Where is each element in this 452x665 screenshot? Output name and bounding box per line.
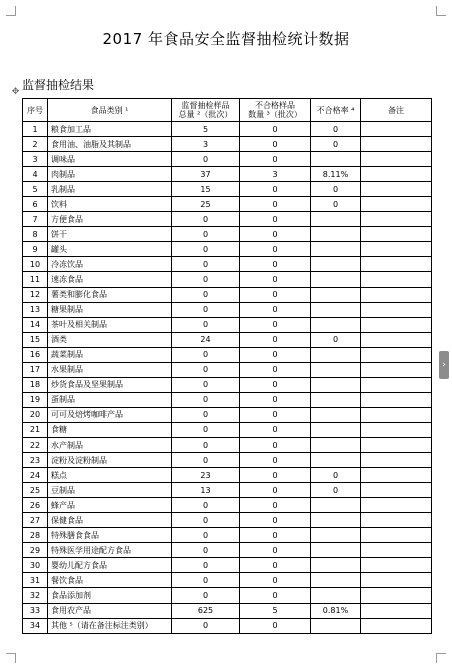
header-sampled-line1: 监督抽检样品 bbox=[181, 101, 230, 110]
cell-remarks bbox=[361, 137, 432, 152]
cell-unqualified: 0 bbox=[240, 287, 311, 302]
cell-remarks bbox=[361, 437, 432, 452]
cell-unqualified: 0 bbox=[240, 302, 311, 317]
cell-sampled: 0 bbox=[172, 558, 240, 573]
table-row bbox=[23, 362, 432, 377]
cell-sampled: 0 bbox=[172, 377, 240, 392]
table-row bbox=[23, 317, 432, 332]
section-title: 监督抽检结果 bbox=[22, 78, 95, 92]
cell-seq: 26 bbox=[23, 498, 48, 513]
cell-sampled: 0 bbox=[172, 573, 240, 588]
table-row bbox=[23, 347, 432, 362]
header-remarks: 备注 bbox=[361, 99, 432, 122]
cell-seq: 5 bbox=[23, 182, 48, 197]
cell-sampled: 0 bbox=[172, 513, 240, 528]
cell-category: 食用油、油脂及其制品 bbox=[48, 137, 172, 152]
cell-unqualified: 0 bbox=[240, 543, 311, 558]
cell-remarks bbox=[361, 167, 432, 182]
cell-category: 食糖 bbox=[48, 422, 172, 437]
cell-rate bbox=[311, 543, 361, 558]
cell-unqualified: 0 bbox=[240, 362, 311, 377]
cell-unqualified: 0 bbox=[240, 437, 311, 452]
cell-category: 糖果制品 bbox=[48, 302, 172, 317]
cell-seq: 34 bbox=[23, 618, 48, 633]
cell-remarks bbox=[361, 422, 432, 437]
cell-remarks bbox=[361, 528, 432, 543]
cell-unqualified: 0 bbox=[240, 528, 311, 543]
cell-category: 蛋制品 bbox=[48, 392, 172, 407]
cell-seq: 13 bbox=[23, 302, 48, 317]
cell-unqualified: 5 bbox=[240, 603, 311, 618]
cell-category: 食用农产品 bbox=[48, 603, 172, 618]
cell-seq: 1 bbox=[23, 122, 48, 137]
cell-seq: 3 bbox=[23, 152, 48, 167]
cell-seq: 10 bbox=[23, 257, 48, 272]
table-row bbox=[23, 468, 432, 483]
cell-category: 方便食品 bbox=[48, 212, 172, 227]
table-row bbox=[23, 618, 432, 633]
cell-unqualified: 0 bbox=[240, 332, 311, 347]
cell-sampled: 24 bbox=[172, 332, 240, 347]
cell-rate: 8.11% bbox=[311, 167, 361, 182]
cell-unqualified: 0 bbox=[240, 558, 311, 573]
cell-sampled: 37 bbox=[172, 167, 240, 182]
table-row bbox=[23, 377, 432, 392]
cell-seq: 22 bbox=[23, 437, 48, 452]
cell-category: 特殊医学用途配方食品 bbox=[48, 543, 172, 558]
cell-category: 可可及焙烤咖啡产品 bbox=[48, 407, 172, 422]
table-row bbox=[23, 603, 432, 618]
table-row bbox=[23, 422, 432, 437]
cell-seq: 19 bbox=[23, 392, 48, 407]
cell-category: 水产制品 bbox=[48, 437, 172, 452]
cell-rate bbox=[311, 513, 361, 528]
cell-rate bbox=[311, 347, 361, 362]
cell-sampled: 13 bbox=[172, 483, 240, 498]
table-row bbox=[23, 588, 432, 603]
page-corner-mark-top-right bbox=[436, 6, 446, 16]
cell-seq: 18 bbox=[23, 377, 48, 392]
cell-remarks bbox=[361, 197, 432, 212]
cell-category: 豆制品 bbox=[48, 483, 172, 498]
header-rate: 不合格率 ⁴ bbox=[311, 99, 361, 122]
cell-remarks bbox=[361, 377, 432, 392]
cell-seq: 14 bbox=[23, 317, 48, 332]
cell-category: 速冻食品 bbox=[48, 272, 172, 287]
cell-sampled: 0 bbox=[172, 453, 240, 468]
cell-unqualified: 0 bbox=[240, 453, 311, 468]
cell-remarks bbox=[361, 302, 432, 317]
cell-rate bbox=[311, 242, 361, 257]
cell-unqualified: 0 bbox=[240, 407, 311, 422]
table-row bbox=[23, 543, 432, 558]
cell-rate: 0 bbox=[311, 332, 361, 347]
cell-remarks bbox=[361, 392, 432, 407]
cell-sampled: 0 bbox=[172, 272, 240, 287]
cell-sampled: 25 bbox=[172, 197, 240, 212]
table-row bbox=[23, 513, 432, 528]
cell-rate bbox=[311, 392, 361, 407]
cell-category: 食品添加剂 bbox=[48, 588, 172, 603]
cell-rate: 0 bbox=[311, 483, 361, 498]
table-row bbox=[23, 498, 432, 513]
cell-remarks bbox=[361, 362, 432, 377]
cell-sampled: 0 bbox=[172, 317, 240, 332]
cell-sampled: 0 bbox=[172, 618, 240, 633]
cell-sampled: 0 bbox=[172, 362, 240, 377]
cell-category: 糕点 bbox=[48, 468, 172, 483]
cell-unqualified: 0 bbox=[240, 272, 311, 287]
cell-category: 保健食品 bbox=[48, 513, 172, 528]
cell-unqualified: 0 bbox=[240, 468, 311, 483]
cell-category: 调味品 bbox=[48, 152, 172, 167]
table-row bbox=[23, 272, 432, 287]
cell-seq: 4 bbox=[23, 167, 48, 182]
cell-sampled: 0 bbox=[172, 437, 240, 452]
cell-unqualified: 0 bbox=[240, 317, 311, 332]
cell-remarks bbox=[361, 317, 432, 332]
table-row bbox=[23, 392, 432, 407]
cell-sampled: 3 bbox=[172, 137, 240, 152]
cell-remarks bbox=[361, 453, 432, 468]
cell-rate: 0 bbox=[311, 182, 361, 197]
document-title: 2017 年食品安全监督抽检统计数据 bbox=[102, 30, 350, 48]
cell-sampled: 625 bbox=[172, 603, 240, 618]
cell-remarks bbox=[361, 468, 432, 483]
cell-seq: 21 bbox=[23, 422, 48, 437]
cell-unqualified: 0 bbox=[240, 483, 311, 498]
cell-sampled: 15 bbox=[172, 182, 240, 197]
header-unqualified-line2: 数量 ³（批次） bbox=[248, 110, 302, 119]
cell-unqualified: 0 bbox=[240, 347, 311, 362]
cell-rate bbox=[311, 437, 361, 452]
cell-category: 酒类 bbox=[48, 332, 172, 347]
cell-remarks bbox=[361, 257, 432, 272]
cell-seq: 30 bbox=[23, 558, 48, 573]
cell-unqualified: 0 bbox=[240, 513, 311, 528]
cell-sampled: 0 bbox=[172, 543, 240, 558]
cell-seq: 6 bbox=[23, 197, 48, 212]
cell-category: 罐头 bbox=[48, 242, 172, 257]
cell-category: 淀粉及淀粉制品 bbox=[48, 453, 172, 468]
cell-unqualified: 0 bbox=[240, 257, 311, 272]
header-sampled-line2: 总量 ²（批次） bbox=[178, 110, 233, 119]
cell-seq: 17 bbox=[23, 362, 48, 377]
table-body bbox=[23, 122, 432, 634]
cell-sampled: 0 bbox=[172, 422, 240, 437]
cell-sampled: 0 bbox=[172, 347, 240, 362]
table-row bbox=[23, 407, 432, 422]
cell-sampled: 0 bbox=[172, 528, 240, 543]
table-header-row bbox=[23, 99, 432, 122]
cell-sampled: 0 bbox=[172, 212, 240, 227]
cell-category: 其他 ⁵（请在备注标注类别） bbox=[48, 618, 172, 633]
cell-unqualified: 0 bbox=[240, 137, 311, 152]
cell-unqualified: 0 bbox=[240, 618, 311, 633]
cell-rate: 0 bbox=[311, 468, 361, 483]
cell-seq: 2 bbox=[23, 137, 48, 152]
cell-unqualified: 0 bbox=[240, 392, 311, 407]
cell-unqualified: 0 bbox=[240, 182, 311, 197]
cell-rate bbox=[311, 573, 361, 588]
cell-seq: 8 bbox=[23, 227, 48, 242]
cell-sampled: 0 bbox=[172, 287, 240, 302]
table-row bbox=[23, 483, 432, 498]
cell-sampled: 0 bbox=[172, 392, 240, 407]
cell-rate bbox=[311, 453, 361, 468]
cell-seq: 31 bbox=[23, 573, 48, 588]
cell-unqualified: 0 bbox=[240, 377, 311, 392]
cell-sampled: 23 bbox=[172, 468, 240, 483]
cell-seq: 24 bbox=[23, 468, 48, 483]
cell-remarks bbox=[361, 227, 432, 242]
cell-remarks bbox=[361, 573, 432, 588]
cell-sampled: 0 bbox=[172, 407, 240, 422]
table-row bbox=[23, 152, 432, 167]
header-category: 食品类别 ¹ bbox=[48, 99, 172, 122]
cell-seq: 29 bbox=[23, 543, 48, 558]
cell-sampled: 0 bbox=[172, 498, 240, 513]
cell-sampled: 0 bbox=[172, 302, 240, 317]
cell-remarks bbox=[361, 558, 432, 573]
cell-remarks bbox=[361, 498, 432, 513]
cell-rate bbox=[311, 287, 361, 302]
cell-rate bbox=[311, 528, 361, 543]
page-corner-mark-bottom-left bbox=[6, 653, 16, 663]
table-row bbox=[23, 558, 432, 573]
header-unqualified bbox=[240, 99, 311, 122]
cell-rate bbox=[311, 422, 361, 437]
cell-category: 水果制品 bbox=[48, 362, 172, 377]
table-row bbox=[23, 257, 432, 272]
cell-rate: 0 bbox=[311, 137, 361, 152]
cell-category: 薯类和膨化食品 bbox=[48, 287, 172, 302]
table-row bbox=[23, 287, 432, 302]
cell-sampled: 0 bbox=[172, 227, 240, 242]
cell-rate bbox=[311, 407, 361, 422]
table-row bbox=[23, 122, 432, 137]
cell-seq: 16 bbox=[23, 347, 48, 362]
cell-unqualified: 3 bbox=[240, 167, 311, 182]
cell-remarks bbox=[361, 483, 432, 498]
cell-category: 蜂产品 bbox=[48, 498, 172, 513]
expand-tab-icon[interactable]: › bbox=[439, 351, 449, 379]
cell-sampled: 0 bbox=[172, 242, 240, 257]
cell-seq: 12 bbox=[23, 287, 48, 302]
cell-rate bbox=[311, 257, 361, 272]
cell-seq: 9 bbox=[23, 242, 48, 257]
cell-unqualified: 0 bbox=[240, 227, 311, 242]
cell-remarks bbox=[361, 543, 432, 558]
header-sampled bbox=[172, 99, 240, 122]
cell-seq: 25 bbox=[23, 483, 48, 498]
cell-unqualified: 0 bbox=[240, 498, 311, 513]
cell-unqualified: 0 bbox=[240, 573, 311, 588]
cell-seq: 11 bbox=[23, 272, 48, 287]
cell-remarks bbox=[361, 618, 432, 633]
cell-category: 冷冻饮品 bbox=[48, 257, 172, 272]
cell-rate bbox=[311, 317, 361, 332]
table-row bbox=[23, 212, 432, 227]
cell-rate bbox=[311, 362, 361, 377]
cell-unqualified: 0 bbox=[240, 197, 311, 212]
cell-seq: 20 bbox=[23, 407, 48, 422]
table-row bbox=[23, 242, 432, 257]
cell-category: 炒货食品及坚果制品 bbox=[48, 377, 172, 392]
cell-seq: 15 bbox=[23, 332, 48, 347]
cell-rate bbox=[311, 588, 361, 603]
cell-remarks bbox=[361, 332, 432, 347]
page-corner-mark-bottom-right bbox=[436, 653, 446, 663]
cell-seq: 28 bbox=[23, 528, 48, 543]
inspection-results-table bbox=[22, 98, 432, 634]
cell-rate bbox=[311, 618, 361, 633]
table-row bbox=[23, 332, 432, 347]
table-row bbox=[23, 227, 432, 242]
cell-category: 饼干 bbox=[48, 227, 172, 242]
cell-category: 蔬菜制品 bbox=[48, 347, 172, 362]
page-corner-mark-top-left bbox=[6, 6, 16, 16]
cell-seq: 27 bbox=[23, 513, 48, 528]
cell-unqualified: 0 bbox=[240, 122, 311, 137]
cell-rate bbox=[311, 498, 361, 513]
cell-category: 粮食加工品 bbox=[48, 122, 172, 137]
table-row bbox=[23, 197, 432, 212]
cell-rate bbox=[311, 272, 361, 287]
header-seq: 序号 bbox=[23, 99, 48, 122]
table-row bbox=[23, 573, 432, 588]
header-unqualified-line1: 不合格样品 bbox=[255, 101, 295, 110]
cell-rate bbox=[311, 212, 361, 227]
cell-rate bbox=[311, 558, 361, 573]
cell-remarks bbox=[361, 182, 432, 197]
cell-unqualified: 0 bbox=[240, 422, 311, 437]
cell-remarks bbox=[361, 347, 432, 362]
move-arrows-icon[interactable]: ✥ bbox=[11, 87, 20, 97]
cell-rate bbox=[311, 302, 361, 317]
cell-unqualified: 0 bbox=[240, 242, 311, 257]
cell-sampled: 5 bbox=[172, 122, 240, 137]
cell-seq: 33 bbox=[23, 603, 48, 618]
table-row bbox=[23, 302, 432, 317]
cell-seq: 32 bbox=[23, 588, 48, 603]
cell-category: 茶叶及相关制品 bbox=[48, 317, 172, 332]
cell-sampled: 0 bbox=[172, 588, 240, 603]
cell-unqualified: 0 bbox=[240, 152, 311, 167]
table-row bbox=[23, 453, 432, 468]
cell-category: 婴幼儿配方食品 bbox=[48, 558, 172, 573]
cell-rate: 0 bbox=[311, 197, 361, 212]
table-row bbox=[23, 528, 432, 543]
table-row bbox=[23, 437, 432, 452]
cell-remarks bbox=[361, 603, 432, 618]
cell-remarks bbox=[361, 122, 432, 137]
cell-remarks bbox=[361, 513, 432, 528]
cell-remarks bbox=[361, 588, 432, 603]
table-row bbox=[23, 182, 432, 197]
cell-seq: 7 bbox=[23, 212, 48, 227]
cell-category: 特殊膳食食品 bbox=[48, 528, 172, 543]
cell-unqualified: 0 bbox=[240, 588, 311, 603]
table-row bbox=[23, 167, 432, 182]
cell-rate bbox=[311, 227, 361, 242]
cell-rate bbox=[311, 152, 361, 167]
cell-unqualified: 0 bbox=[240, 212, 311, 227]
cell-category: 肉制品 bbox=[48, 167, 172, 182]
cell-remarks bbox=[361, 287, 432, 302]
cell-remarks bbox=[361, 212, 432, 227]
table-row bbox=[23, 137, 432, 152]
cell-remarks bbox=[361, 242, 432, 257]
cell-category: 乳制品 bbox=[48, 182, 172, 197]
cell-rate bbox=[311, 377, 361, 392]
cell-rate: 0.81% bbox=[311, 603, 361, 618]
cell-remarks bbox=[361, 272, 432, 287]
cell-category: 餐饮食品 bbox=[48, 573, 172, 588]
cell-sampled: 0 bbox=[172, 152, 240, 167]
cell-rate: 0 bbox=[311, 122, 361, 137]
cell-seq: 23 bbox=[23, 453, 48, 468]
cell-sampled: 0 bbox=[172, 257, 240, 272]
cell-remarks bbox=[361, 152, 432, 167]
cell-remarks bbox=[361, 407, 432, 422]
cell-category: 饮料 bbox=[48, 197, 172, 212]
